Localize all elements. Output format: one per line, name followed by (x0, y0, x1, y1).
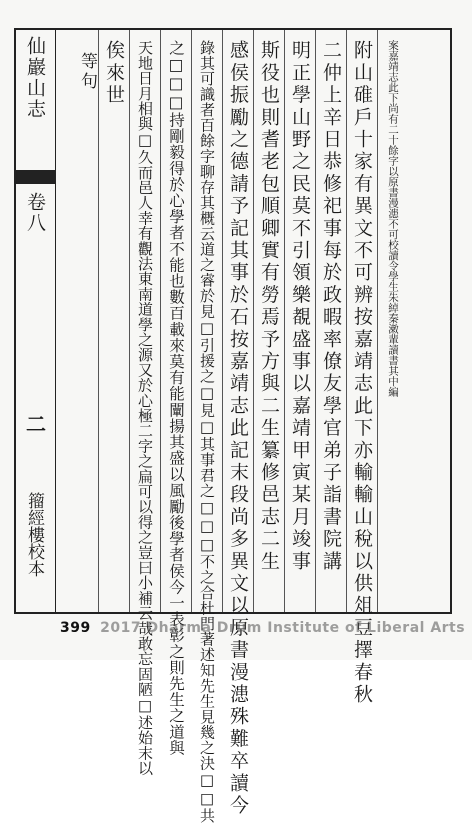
column-rule (222, 30, 223, 612)
column-rule (191, 30, 192, 612)
column-rule (98, 30, 99, 612)
book-title: 仙巖山志 (24, 36, 46, 120)
page-spine (16, 30, 56, 612)
text-column-11: 等句 (77, 52, 97, 93)
text-column-7: 錄其可識者百餘字聊存其概云道之睿於見□引援之□見□其事君之□□□不之合杜門著述知先生見幾之決□□共 (198, 40, 216, 824)
text-column-6: 感侯振勵之德請予記其事於石按嘉靖志此記末段尚多異文以原書漫漶殊難卒讀今 (227, 40, 249, 817)
text-column-3: 二仲上辛日恭修祀事每於政暇率僚友學官弟子詣書院講 (320, 40, 342, 573)
text-column-4: 明正學山野之民莫不引領樂覩盛事以嘉靖甲寅某月竣事 (289, 40, 311, 573)
column-rule (377, 30, 378, 612)
column-rule (160, 30, 161, 612)
leaf-number: 二 (26, 412, 46, 436)
footer-watermark (60, 620, 465, 636)
watermark-text: 2017 Dharma Drum Institute of Liberal Arts (100, 620, 466, 636)
column-rule (315, 30, 316, 612)
edition-label: 籀經樓校本 (24, 492, 44, 577)
column-rule (253, 30, 254, 612)
small-annotation: 案嘉靖志此下尚有二十餘字以原書漫漶不可校讀令學生朱綽秦潄輩讀書其中編 (387, 40, 399, 397)
text-column-1 (382, 40, 404, 397)
volume-label: 卷八 (24, 192, 46, 234)
column-rule (284, 30, 285, 612)
column-rule (129, 30, 130, 612)
fishtail-mark (16, 170, 56, 184)
text-column-9: 天地日月相與□久而邑人幸有觀法東南道學之源又於心極二字之扁可以得之豈曰小補云哉敢忘固陋□述始末以 (136, 40, 154, 776)
text-column-8: 之□□□持剛毅得於心學者不能也數百載來莫有能闡揚其盛以風勵後學者侯今一表彰之則先生之道與 (167, 40, 185, 756)
scan-page-number: 399 (60, 620, 91, 636)
text-column-10: 俟來世 (103, 40, 125, 107)
column-rule (346, 30, 347, 612)
text-column-2: 附山碓戶十家有異文不可辨按嘉靖志此下亦輸輸山稅以供俎豆擇春秋 (351, 40, 373, 706)
text-column-5: 斯役也則耆老包順卿實有勞焉予方與二生纂修邑志二生 (258, 40, 280, 573)
